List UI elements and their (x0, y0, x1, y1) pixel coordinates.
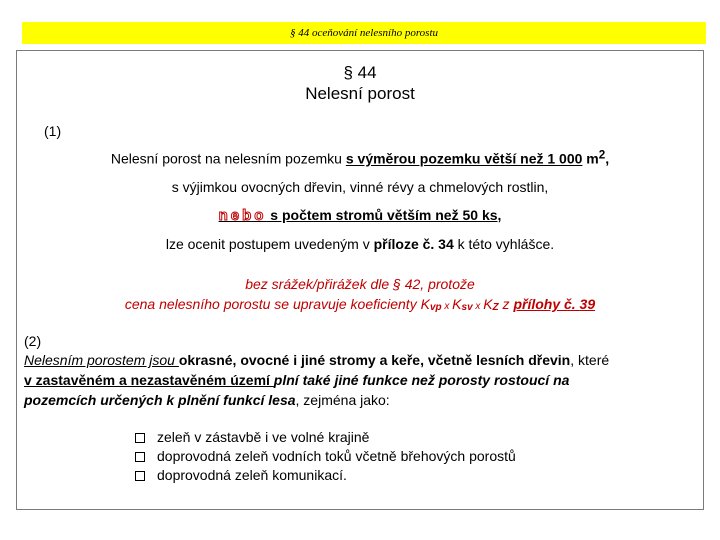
remark-x-2: x (472, 301, 484, 312)
s4-text: lze ocenit postupem uvedeným v (165, 236, 374, 252)
remark-sub-vp: vp (429, 302, 442, 313)
paragraph-1-sentence-1 (0, 148, 720, 167)
remark-z: z (498, 296, 514, 312)
list-item (135, 467, 347, 483)
checkbox-bullet-icon (135, 471, 145, 481)
header-text: § 44 oceňování nelesního porostu (289, 27, 439, 39)
p2-l2-territory: v zastavěném a nezastavěném území (24, 372, 274, 388)
remark-sub-sv: sv (461, 302, 473, 313)
s1-area-condition: s výměrou pozemku větší než 1 000 (345, 150, 583, 167)
p2-l2-functions: plní také jiné funkce než porosty rostoucí na (273, 372, 570, 388)
p2-l1-lead: Nelesním porostem jsou (24, 352, 179, 368)
remark-line-1: bez srážek/přirážek dle § 42, protože (245, 276, 475, 292)
paragraph-1-sentence-3 (0, 207, 720, 224)
s4-end: k této vyhlášce. (453, 236, 555, 252)
paragraph-2-number: (2) (24, 333, 42, 349)
s1-unit: m (582, 150, 599, 167)
list-item (135, 448, 516, 464)
s4-annex-ref: příloze č. 34 (373, 236, 454, 252)
checkbox-bullet-icon (135, 452, 145, 462)
paragraph-1-sentence-4 (0, 236, 720, 252)
p2-l1-end: , které (570, 352, 610, 368)
remark-annex-39: přílohy č. 39 (513, 296, 596, 312)
header-bar (22, 22, 706, 44)
paragraph-2-line-3 (24, 392, 390, 408)
remark-sub-z: Z (492, 302, 499, 313)
s3-tree-count: s počtem stromů větším než 50 ks, (266, 207, 502, 223)
section-title: Nelesní porost (305, 84, 415, 103)
s1-comma: , (605, 150, 610, 167)
remark-text: cena nelesního porostu se upravuje koeficienty K (124, 296, 430, 312)
paragraph-1-number: (1) (44, 123, 62, 139)
paragraph-2-line-1 (24, 352, 609, 368)
p2-l3-end: , zejména jako: (295, 392, 390, 408)
s1-text: Nelesní porost na nelesním pozemku (110, 150, 346, 167)
list-item (135, 429, 369, 445)
remark-line-2 (0, 296, 720, 313)
checkbox-bullet-icon (135, 433, 145, 443)
list-item-text: zeleň v zástavbě i ve volné krajině (157, 429, 370, 445)
nebo-word: nebo (218, 207, 267, 224)
list-item-text: doprovodná zeleň vodních toků včetně břehových porostů (157, 448, 516, 464)
remark-k3: K (483, 296, 493, 312)
p2-l1-bold: okrasné, ovocné i jiné stromy a keře, včetně lesních dřevin (178, 352, 571, 368)
s1-unit-sup: 2 (598, 148, 606, 161)
list-item-text: doprovodná zeleň komunikací. (157, 467, 347, 483)
section-number: § 44 (343, 63, 377, 82)
p2-l3-forest: pozemcích určených k plnění funkcí lesa (24, 392, 296, 408)
paragraph-1-sentence-2: s výjimkou ovocných dřevin, vinné révy a chmelových rostlin, (171, 179, 549, 195)
remark-x-1: x (441, 301, 453, 312)
paragraph-2-line-2 (24, 372, 569, 388)
remark-k2: K (452, 296, 462, 312)
